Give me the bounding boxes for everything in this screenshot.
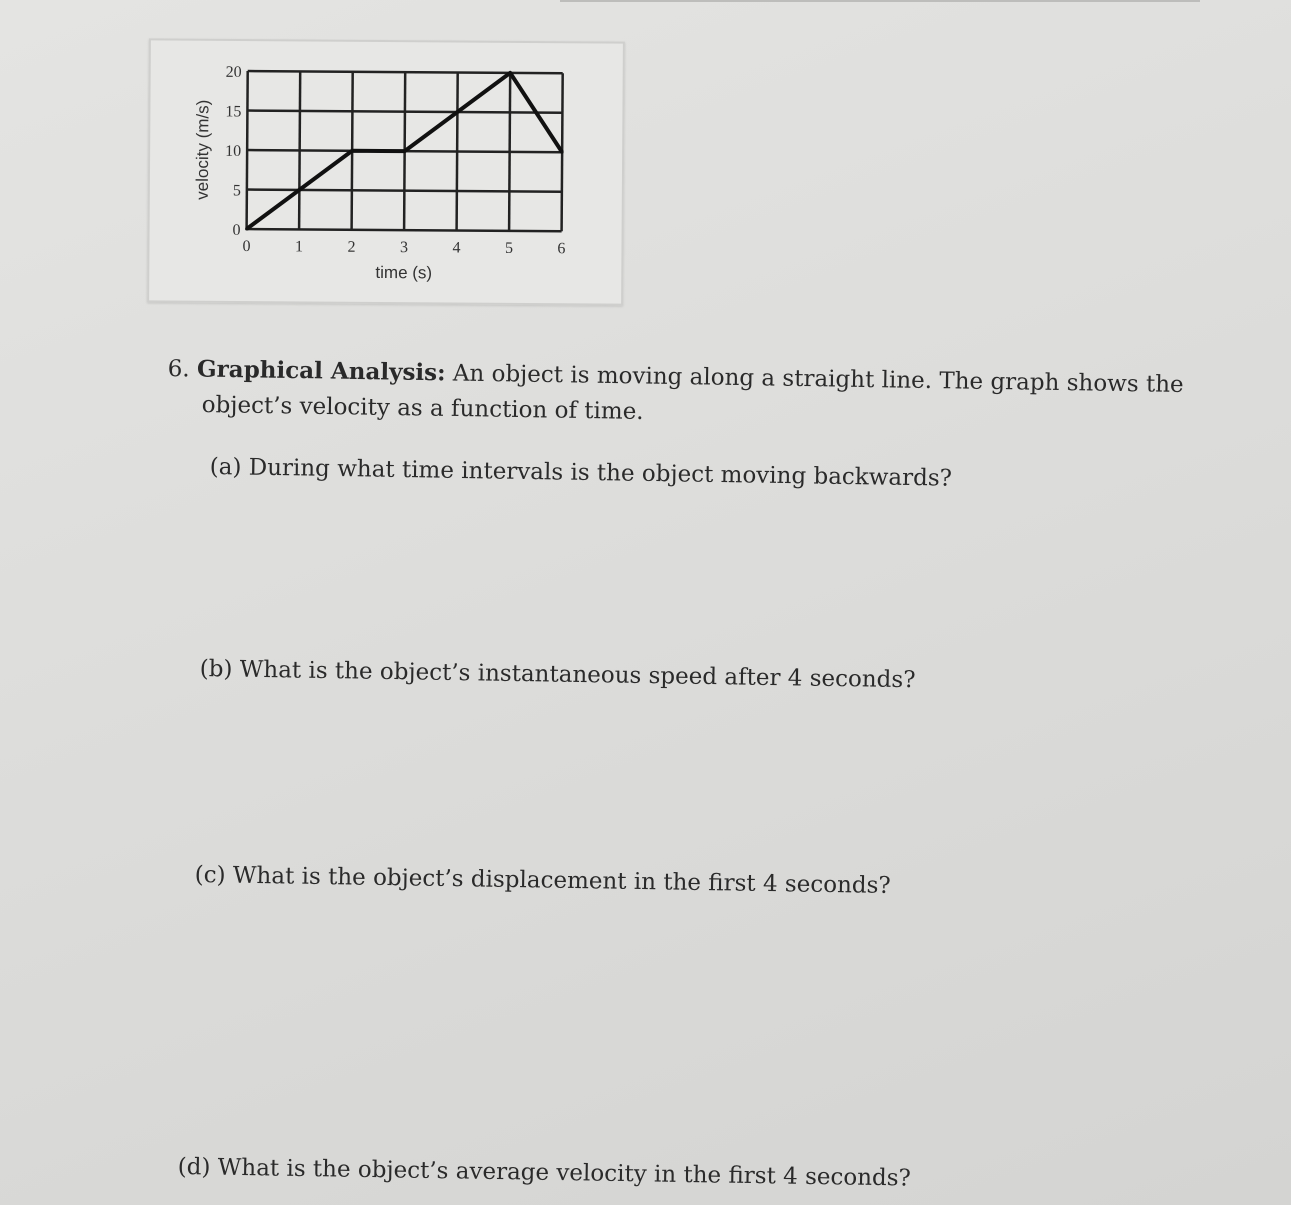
data-point xyxy=(509,71,512,74)
x-tick-label: 3 xyxy=(399,239,409,257)
grid-line-horizontal xyxy=(247,111,562,113)
part-d xyxy=(178,1152,912,1194)
data-point xyxy=(351,149,354,152)
y-tick-label: 15 xyxy=(225,103,242,121)
x-tick-label: 5 xyxy=(504,239,514,257)
velocity-time-graph xyxy=(147,38,625,305)
question-text-line2: object’s velocity as a function of time. xyxy=(201,391,644,425)
y-tick-label: 0 xyxy=(232,221,241,239)
part-label: (c) xyxy=(194,861,226,889)
part-text: What is the object’s displacement in the first 4 seconds? xyxy=(232,862,891,899)
part-text: What is the object’s instantaneous speed after 4 seconds? xyxy=(239,656,916,694)
part-c xyxy=(195,860,891,901)
part-text: During what time intervals is the object moving backwards? xyxy=(248,454,953,492)
x-tick-label: 2 xyxy=(347,238,356,256)
data-point xyxy=(456,110,459,113)
grid-line-horizontal xyxy=(248,71,563,73)
question-text-line1: An object is moving along a straight line. The graph shows the xyxy=(452,360,1184,398)
data-point xyxy=(245,228,248,231)
x-tick-label: 6 xyxy=(557,240,566,258)
data-point xyxy=(298,188,301,191)
x-axis-label: time (s) xyxy=(375,262,433,283)
data-point xyxy=(561,151,564,154)
part-a xyxy=(210,452,953,494)
x-tick-label: 1 xyxy=(294,238,304,256)
part-text: What is the object’s average velocity in the first 4 seconds? xyxy=(217,1154,912,1192)
question-title: Graphical Analysis: xyxy=(196,355,446,387)
y-axis-label: velocity (m/s) xyxy=(192,99,213,200)
y-tick-label: 10 xyxy=(225,142,242,160)
question-6-line2 xyxy=(202,390,644,427)
y-tick-label: 5 xyxy=(232,182,241,200)
part-label: (b) xyxy=(199,655,233,683)
part-b xyxy=(200,654,916,695)
data-point xyxy=(403,150,406,153)
part-label: (d) xyxy=(177,1153,211,1181)
grid-line-horizontal xyxy=(247,229,562,231)
x-tick-label: 0 xyxy=(242,238,251,256)
page-edge-line xyxy=(560,0,1200,2)
question-number: 6. xyxy=(167,355,190,383)
y-tick-label: 20 xyxy=(225,63,242,81)
x-tick-label: 4 xyxy=(452,239,461,257)
part-label: (a) xyxy=(209,453,242,481)
chart-svg xyxy=(149,40,623,303)
